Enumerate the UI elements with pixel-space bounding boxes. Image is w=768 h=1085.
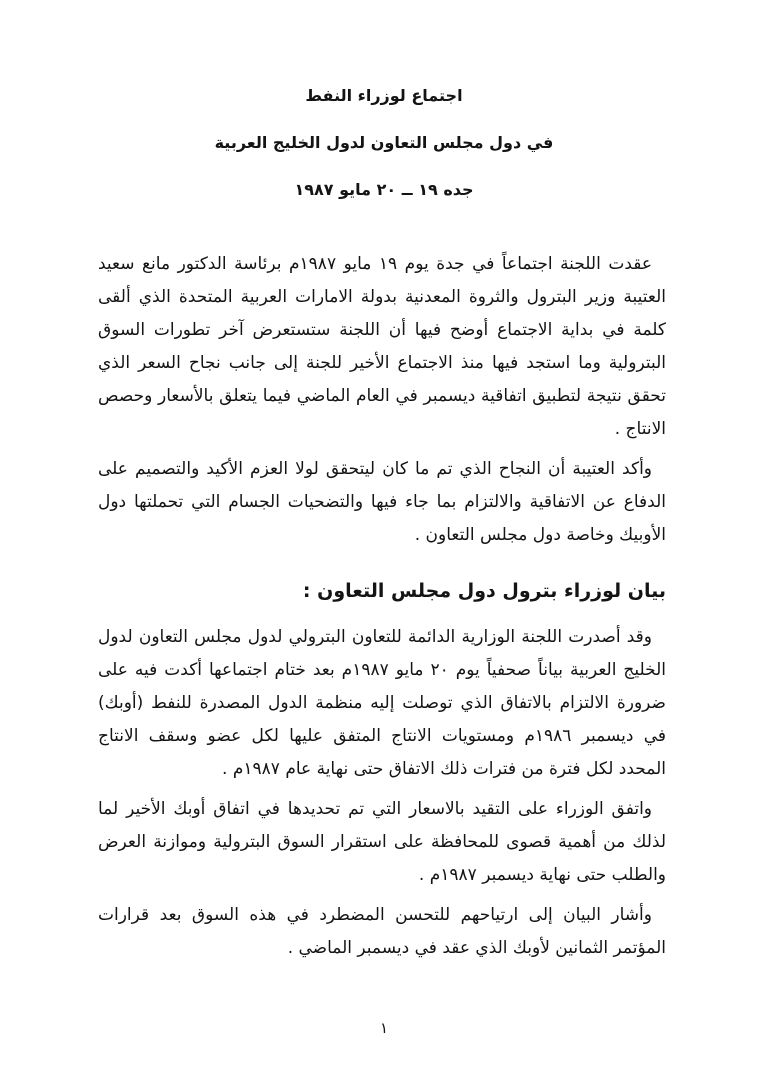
intro-paragraph-2: وأكد العتيبة أن النجاح الذي تم ما كان ليتحقق لولا العزم الأكيد والتصميم على الدفاع عن الاتفاقية والالتزام بما جاء فيها والتضحيات الجسام التي تحملتها دول الأوبيك وخاصة دول مجلس التعاون . — [98, 459, 666, 545]
page-number: ١ — [379, 1019, 389, 1037]
document-title: اجتماع لوزراء النفط — [305, 86, 463, 105]
page-footer — [0, 1018, 768, 1037]
document-subtitle: في دول مجلس التعاون لدول الخليج العربية — [214, 133, 554, 152]
section-paragraph-2: واتفق الوزراء على التقيد بالاسعار التي تم تحديدها في اتفاق أوبك الأخير لما لذلك من أهمية قصوى للمحافظة على استقرار السوق البترولية وموازنة العرض والطلب حتى نهاية ديسمبر ١٩٨٧م . — [98, 799, 666, 885]
document-date-line: جده ١٩ ــ ٢٠ مايو ١٩٨٧ — [294, 180, 474, 199]
section-heading: بيان لوزراء بترول دول مجلس التعاون : — [302, 580, 666, 602]
section-paragraph-3: وأشار البيان إلى ارتياحهم للتحسن المضطرد في هذه السوق بعد قرارات المؤتمر الثمانين لأوبك الذي عقد في ديسمبر الماضي . — [98, 905, 666, 958]
document-body — [98, 248, 666, 972]
section-paragraph-1: وقد أصدرت اللجنة الوزارية الدائمة للتعاون البترولي لدول مجلس التعاون لدول الخليج العربية بياناً صحفياً يوم ٢٠ مايو ١٩٨٧م بعد ختام اجتماعها أكدت فيه على ضرورة الالتزام بالاتفاق الذي توصلت إليه منظمة الدول المصدرة للنفط (أوبك) في ديسمبر ١٩٨٦م ومستويات الانتاج المتفق عليها لكل عضو وسقف الانتاج المحدد لكل فترة من فترات ذلك الاتفاق حتى نهاية عام ١٩٨٧م . — [98, 627, 667, 779]
intro-paragraph-1: عقدت اللجنة اجتماعاً في جدة يوم ١٩ مايو ١٩٨٧م برئاسة الدكتور مانع سعيد العتيبة وزير البترول والثروة المعدنية بدولة الامارات العربية المتحدة الذي ألقى كلمة في بداية الاجتماع أوضح فيها أن اللجنة ستستعرض آخر تطورات السوق البترولية وما استجد فيها منذ الاجتماع الأخير للجنة إلى جانب نجاح السعر الذي تحقق نتيجة لتطبيق اتفاقية ديسمبر في العام الماضي فيما يتعلق بالأسعار وحصص الانتاج . — [98, 254, 666, 439]
document-header — [0, 86, 768, 227]
